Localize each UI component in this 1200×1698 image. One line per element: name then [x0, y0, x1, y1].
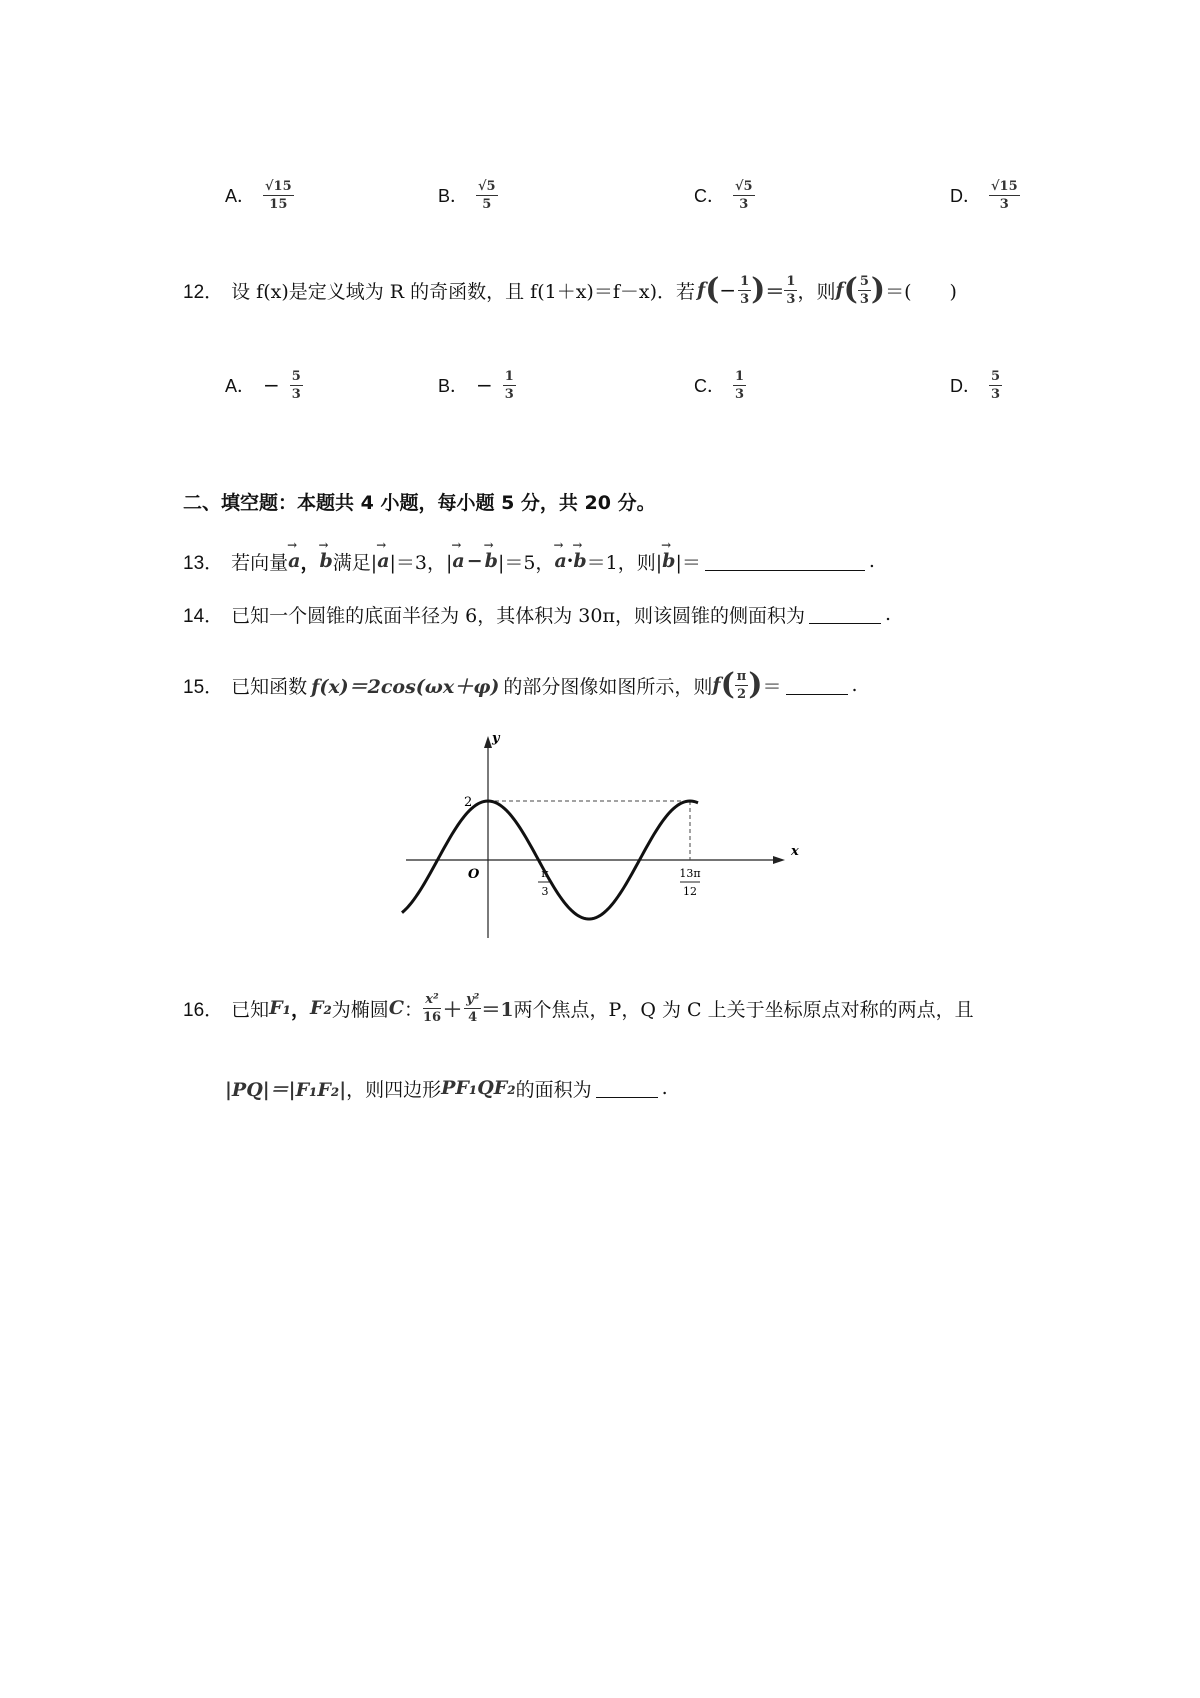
q11-option-c [694, 165, 755, 225]
x-axis-label: x [791, 844, 799, 859]
q12-option-a: A． − $\frac{5}{3}$ [225, 368, 301, 402]
option-letter: A． [225, 186, 256, 206]
q11-option-b [438, 165, 498, 225]
answer-blank [705, 552, 865, 571]
q11-option-a [225, 165, 294, 225]
section-heading: 二、填空题：本题共 4 小题，每小题 5 分，共 20 分。 [183, 492, 656, 514]
option-fraction: $\frac{√5}{5}$ [478, 178, 496, 212]
q12-stem: 12． 设 f(x)是定义域为 R 的奇函数，且 f(1＋x)＝f－x)．若 f ( − $\frac{1}{3}$ ) ＝ $\frac{1}{3}$ ，则 f ( $\frac{5}{3}$ ) ＝( ) [183, 272, 957, 307]
vector-b: → b [319, 550, 332, 572]
q16-stem-line1: 16． 已知 F₁ ， F₂ 为椭圆 C ： $\frac{\text{x²}}{16}$ ＋ $\frac{\text{y²}}{4}$ ＝1 两个焦点，P，Q 为 C 上关于坐标原点对称的两点，且 [183, 991, 974, 1025]
option-fraction: $\frac{√15}{15}$ [265, 178, 292, 212]
q15-stem: 15． 已知函数 f(x)＝2cos(ωx＋φ) 的部分图像如图所示，则 f ( $\frac{\pi}{2}$ ) ＝ . [183, 667, 858, 702]
max-label: 2 [464, 795, 473, 810]
q16-stem-line2: |PQ|＝|F₁F₂| ，则四边形 PF₁QF₂ 的面积为 . [225, 1077, 668, 1101]
y-axis-label: y [492, 731, 500, 746]
q12-options [0, 355, 1200, 415]
tick-13pi-12-num: 13π [679, 867, 701, 880]
answer-blank [786, 676, 848, 695]
ellipse-y-term: $\frac{\text{y²}}{4}$ [466, 991, 480, 1025]
answer-blank [809, 605, 881, 624]
q12-f: f [697, 279, 706, 301]
option-fraction: $\frac{√5}{3}$ [735, 178, 753, 212]
tick-pi-3-den: 3 [541, 885, 549, 898]
ellipse-x-term: $\frac{\text{x²}}{16}$ [422, 991, 442, 1025]
tick-13pi-12-den: 12 [683, 885, 697, 898]
q12-option-d: D． $\frac{5}{3}$ [950, 368, 1001, 402]
q15-function: f(x)＝2cos(ωx＋φ) [311, 675, 500, 698]
q12-arg1: $\frac{1}{3}$ [740, 273, 750, 307]
option-letter: D． [950, 186, 981, 206]
q12-arg2: $\frac{5}{3}$ [859, 273, 869, 307]
q12-option-c: C． $\frac{1}{3}$ [694, 368, 745, 402]
q12-text: 设 f(x)是定义域为 R 的奇函数，且 f(1＋x)＝f－x)．若 [231, 280, 695, 303]
tick-pi-3-num: π [541, 867, 549, 880]
cosine-graph [400, 730, 820, 945]
option-letter: B． [438, 186, 469, 206]
answer-blank [596, 1079, 658, 1098]
q11-options [0, 165, 1200, 225]
q12-option-b: B． − $\frac{1}{3}$ [438, 368, 514, 402]
origin-label: O [468, 867, 480, 882]
q12-value: $\frac{1}{3}$ [786, 273, 796, 307]
x-axis-arrow [773, 856, 785, 864]
q11-option-d [950, 165, 1020, 225]
q13-stem: 13． 若向量 → a ， → b 满足| → a |＝3，| → a − → b |＝5， → a · → b ＝1，则| → b |＝ . [183, 545, 875, 577]
option-fraction: $\frac{√15}{3}$ [991, 178, 1018, 212]
option-letter: C． [694, 186, 725, 206]
y-axis-arrow [484, 736, 492, 748]
vector-a: → a [288, 550, 300, 572]
q14-stem: 14． 已知一个圆锥的底面半径为 6，其体积为 30π，则该圆锥的侧面积为 . [183, 603, 892, 627]
